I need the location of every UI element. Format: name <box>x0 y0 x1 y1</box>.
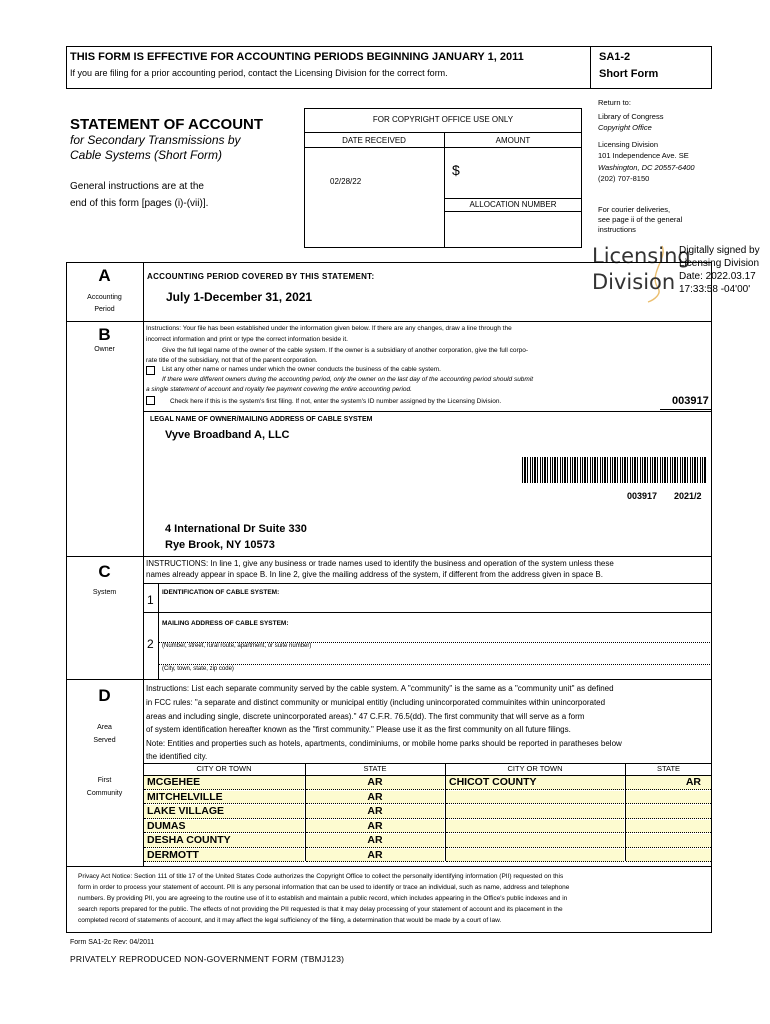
identification-label: IDENTIFICATION OF CABLE SYSTEM: <box>162 589 280 596</box>
community-state[interactable]: AR <box>306 791 444 805</box>
courier-3: instructions <box>598 225 636 234</box>
page-title: STATEMENT OF ACCOUNT <box>70 116 264 133</box>
community-city[interactable]: MCGEHEE <box>144 776 304 790</box>
community-state[interactable]: AR <box>306 820 444 834</box>
copyright-office: Copyright Office <box>598 123 652 132</box>
general-instructions-2: end of this form [pages (i)-(vii)]. <box>70 198 209 209</box>
section-a-letter: A <box>98 266 111 285</box>
title-sub-1: for Secondary Transmissions by <box>70 133 241 147</box>
community-state-2[interactable] <box>626 849 711 863</box>
first-filing-checkbox[interactable] <box>146 396 155 405</box>
ld-phone: (202) 707-8150 <box>598 174 650 183</box>
community-state-2[interactable] <box>626 834 711 848</box>
col-city-header: CITY OR TOWN <box>196 764 252 773</box>
signature-line-1: Licensing <box>592 244 691 268</box>
private-reproduction-notice: PRIVATELY REPRODUCED NON-GOVERNMENT FORM (TBMJ123) <box>70 954 345 964</box>
street-hint: (Number, street, rural route, apartment, or suite number) <box>162 643 312 649</box>
mailing-address-label: MAILING ADDRESS OF CABLE SYSTEM: <box>162 620 289 627</box>
date-received-label: DATE RECEIVED <box>342 136 406 145</box>
section-b-instruction-8: Check here if this is the system's first filing. If not, enter the system's ID number assigned by the Licensing Division. <box>170 398 502 405</box>
signature-detail-4: 17:33:58 -04'00' <box>679 284 751 295</box>
section-d-instruction-3: areas and including single, discrete unincorporated areas)." 47 C.F.R. 76.5(dd). The first community that will serve as a form <box>146 712 585 721</box>
community-city-2[interactable] <box>446 834 624 848</box>
section-a-label-2: Period <box>94 306 115 313</box>
section-b-instruction-3: Give the full legal name of the owner of the cable system. If the owner is a subsidiary of another corporation, give the full corpo- <box>162 347 528 354</box>
barcode-id: 003917 <box>627 491 658 501</box>
amount-label: AMOUNT <box>495 136 531 145</box>
first-community-label-2: Community <box>86 790 123 797</box>
form-revision: Form SA1-2c Rev: 04/2011 <box>70 939 155 946</box>
section-b-instruction-2: incorrect information and print or type the correct information beside it. <box>146 336 348 343</box>
title-sub-2: Cable Systems (Short Form) <box>70 148 223 162</box>
privacy-line-4: search reports prepared for the public. The effects of not providing the PII requested is that it may delay processing of your statement of account and its placement in the <box>78 906 563 913</box>
barcode-period: 2021/2 <box>674 491 702 501</box>
office-use-heading: FOR COPYRIGHT OFFICE USE ONLY <box>372 115 514 124</box>
effective-notice: THIS FORM IS EFFECTIVE FOR ACCOUNTING PERIODS BEGINNING JANUARY 1, 2011 <box>70 51 524 63</box>
prior-period-notice: If you are filing for a prior accounting period, contact the Licensing Division for the correct form. <box>70 68 448 78</box>
community-city[interactable]: DESHA COUNTY <box>144 834 304 848</box>
community-state[interactable]: AR <box>306 805 444 819</box>
col-city2-header: CITY OR TOWN <box>507 764 563 773</box>
community-city[interactable]: LAKE VILLAGE <box>144 805 304 819</box>
section-d-instruction-1: Instructions: List each separate community served by the cable system. A "community" is the same as a "community unit" as defined <box>146 684 614 693</box>
city-hint: (City, town, state, zip code) <box>162 666 234 672</box>
section-b-instruction-4: rate title of the subsidiary, not that of the parent corporation. <box>146 357 318 364</box>
privacy-line-1: Privacy Act Notice: Section 111 of title 17 of the United States Code authorizes the Copyright Office to collect the personally identifying information (PII) requested on this <box>78 873 564 880</box>
owner-address-1[interactable]: 4 International Dr Suite 330 <box>165 523 307 535</box>
section-d-instruction-4: of system identification hereafter known as the "first community." Please use it as the first community on all future filings. <box>146 725 571 734</box>
community-state[interactable]: AR <box>306 834 444 848</box>
form-code: SA1-2 <box>599 51 631 63</box>
community-city[interactable]: DERMOTT <box>144 849 304 863</box>
first-community-label-1: First <box>97 777 112 784</box>
section-d-instruction-2: in FCC rules: "a separate and distinct community or municipal entitiy (including unincorporated commuinites within unincorporated <box>146 698 606 707</box>
courier-1: For courier deliveries, <box>598 205 671 214</box>
date-received-value: 02/28/22 <box>330 177 362 186</box>
system-id-number[interactable]: 003917 <box>672 395 709 407</box>
section-b-instruction-7: a single statement of account and royalty fee payment covering the entire accounting period. <box>146 386 412 393</box>
section-c-label: System <box>92 589 117 596</box>
accounting-period-heading: ACCOUNTING PERIOD COVERED BY THIS STATEMENT: <box>147 272 375 281</box>
owner-address-2[interactable]: Rye Brook, NY 10573 <box>165 539 275 551</box>
community-state[interactable]: AR <box>306 849 444 863</box>
section-d-note-2: the identified city. <box>146 752 208 761</box>
section-b-instruction-5: List any other name or names under which the owner conducts the business of the cable system. <box>162 366 441 373</box>
community-city-2[interactable] <box>446 805 624 819</box>
col-state2-header: STATE <box>656 764 681 773</box>
owner-name[interactable]: Vyve Broadband A, LLC <box>165 429 290 441</box>
legal-name-label: LEGAL NAME OF OWNER/MAILING ADDRESS OF CABLE SYSTEM <box>150 416 373 423</box>
section-d-label-2: Served <box>93 737 116 744</box>
courier-2: see page ii of the general <box>598 215 683 224</box>
line-2-number: 2 <box>147 637 154 651</box>
signature-detail-3: Date: 2022.03.17 <box>679 271 756 282</box>
community-state-2[interactable]: AR <box>626 776 711 790</box>
section-b-letter: B <box>98 325 111 344</box>
signature-line-2: Division <box>592 270 676 294</box>
community-city[interactable]: MITCHELVILLE <box>144 791 304 805</box>
return-to-label: Return to: <box>598 98 631 107</box>
form-type: Short Form <box>599 68 659 80</box>
library-of-congress: Library of Congress <box>598 112 664 121</box>
privacy-line-5: completed record of statements of account, and it may affect the legal sufficiency of the filing, a determination that would be made by a court of law. <box>78 917 502 924</box>
ld-street: 101 Independence Ave. SE <box>598 151 689 160</box>
privacy-line-2: form in order to process your statement of account. PII is any personal information that can be used to identify or trace an individual, such as name, address and telephone <box>78 884 570 891</box>
other-names-checkbox[interactable] <box>146 366 155 375</box>
community-state-2[interactable] <box>626 791 711 805</box>
general-instructions-1: General instructions are at the <box>70 181 204 192</box>
community-city[interactable]: DUMAS <box>144 820 304 834</box>
section-b-label: Owner <box>94 346 115 353</box>
barcode-icon <box>522 457 706 483</box>
signature-detail-1: Digitally signed by <box>679 245 760 256</box>
section-c-instruction-2: names already appear in space B. In line 2, give the mailing address of the system, if different from the address given in space B. <box>146 570 603 579</box>
community-state[interactable]: AR <box>306 776 444 790</box>
section-d-letter: D <box>98 686 111 705</box>
community-city-2[interactable] <box>446 849 624 863</box>
section-c-instruction-1: INSTRUCTIONS: In line 1, give any business or trade names used to identify the business and operation of the system unless these <box>146 559 614 568</box>
community-state-2[interactable] <box>626 820 711 834</box>
amount-dollar: $ <box>452 162 460 178</box>
col-state-header: STATE <box>363 764 387 773</box>
community-state-2[interactable] <box>626 805 711 819</box>
community-city-2[interactable] <box>446 791 624 805</box>
privacy-line-3: numbers. By providing PII, you are agreeing to the routine use of it to establish and maintain a public record, which includes appearing in the Office's public indexes and in <box>78 895 568 902</box>
line-1-number: 1 <box>147 593 154 607</box>
ld-city: Washington, DC 20557-6400 <box>598 163 695 172</box>
section-d-label-1: Area <box>97 724 112 731</box>
section-d-note-1: Note: Entities and properties such as hotels, apartments, condiminiums, or mobile home parks should be reported in paratheses below <box>146 739 622 748</box>
section-a-label-1: Accounting <box>87 294 122 301</box>
allocation-number-label: ALLOCATION NUMBER <box>469 200 557 209</box>
section-b-instruction-1: Instructions: Your file has been established under the information given below. If there are any changes, draw a line through the <box>146 325 512 332</box>
section-c-letter: C <box>98 562 111 581</box>
community-city-2[interactable] <box>446 820 624 834</box>
accounting-period-value[interactable]: July 1-December 31, 2021 <box>166 290 313 304</box>
ld-name: Licensing Division <box>598 140 659 149</box>
community-city-2[interactable]: CHICOT COUNTY <box>446 776 624 790</box>
signature-detail-2: Licensing Division <box>679 258 760 269</box>
section-b-instruction-6: If there were different owners during the accounting period, only the owner on the last day of the accounting period should submit <box>162 376 534 383</box>
